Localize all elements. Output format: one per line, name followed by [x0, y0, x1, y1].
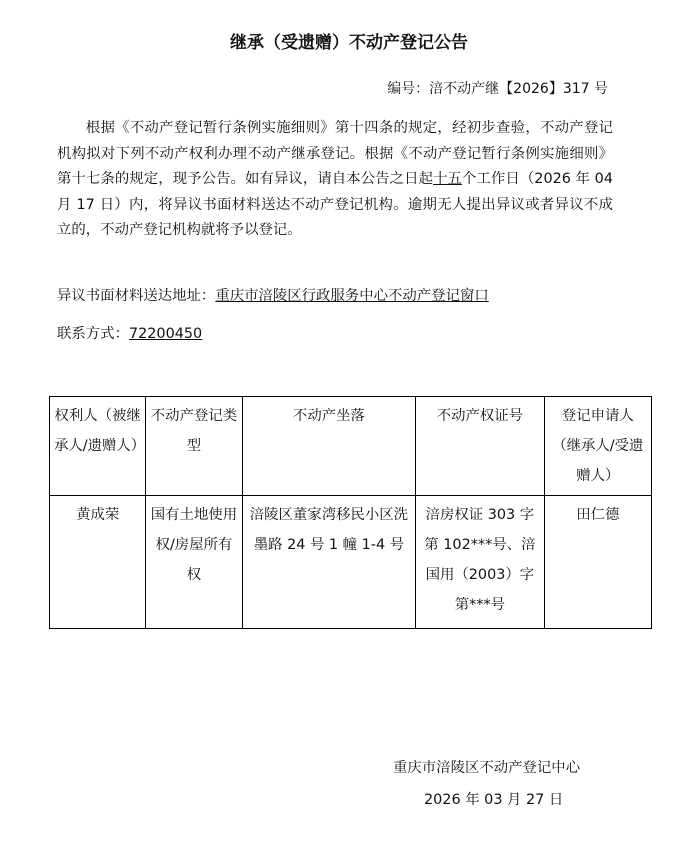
header-registration-type: 不动产登记类型: [146, 397, 242, 496]
table-header-row: [50, 397, 652, 496]
cell-applicant: 田仁德: [544, 496, 651, 629]
cell-property-location: 涪陵区董家湾移民小区洗墨路 24 号 1 幢 1-4 号: [242, 496, 416, 629]
contact-line: [57, 322, 202, 343]
header-right-holder: 权利人（被继承人/遗赠人）: [50, 397, 146, 496]
page-title: 继承（受遗赠）不动产登记公告: [230, 33, 468, 53]
announcement-paragraph: [57, 116, 613, 244]
header-property-location: 不动产坐落: [242, 397, 416, 496]
cell-certificate-number: 涪房权证 303 字第 102***号、涪国用（2003）字第***号: [416, 496, 544, 629]
objection-days: 十五: [433, 171, 462, 187]
document-number: 编号：涪不动产继【2026】317 号: [387, 81, 608, 97]
paragraph-text-part2: 个工作日（2026 年 04 月 17 日）内，将异议书面材料送达不动产登记机构。逾期无人提出异议或者异议不成立的，不动产登记机构就将予以登记。: [57, 171, 613, 238]
signing-organization: 重庆市涪陵区不动产登记中心: [393, 760, 581, 776]
signing-date: 2026 年 03 月 27 日: [424, 792, 564, 808]
cell-registration-type: 国有土地使用权/房屋所有权: [146, 496, 242, 629]
paragraph-text-part1: 根据《不动产登记暂行条例实施细则》第十四条的规定，经初步查验，不动产登记机构拟对下列不动产权利办理不动产继承登记。根据《不动产登记暂行条例实施细则》第十七条的规定，现予公告。如有异议，请自本公告之日起: [57, 120, 613, 187]
header-applicant: 登记申请人（继承人/受遗赠人）: [544, 397, 651, 496]
header-certificate-number: 不动产权证号: [416, 397, 544, 496]
contact-label: 联系方式：: [57, 326, 129, 342]
objection-address-line: [57, 284, 489, 305]
table-row: [50, 496, 652, 629]
registration-table: [49, 396, 652, 629]
contact-phone: 72200450: [128, 326, 203, 342]
objection-address-value: 重庆市涪陵区行政服务中心不动产登记窗口: [215, 288, 489, 304]
cell-right-holder: 黄成荣: [50, 496, 146, 629]
objection-address-label: 异议书面材料送达地址：: [57, 288, 216, 304]
